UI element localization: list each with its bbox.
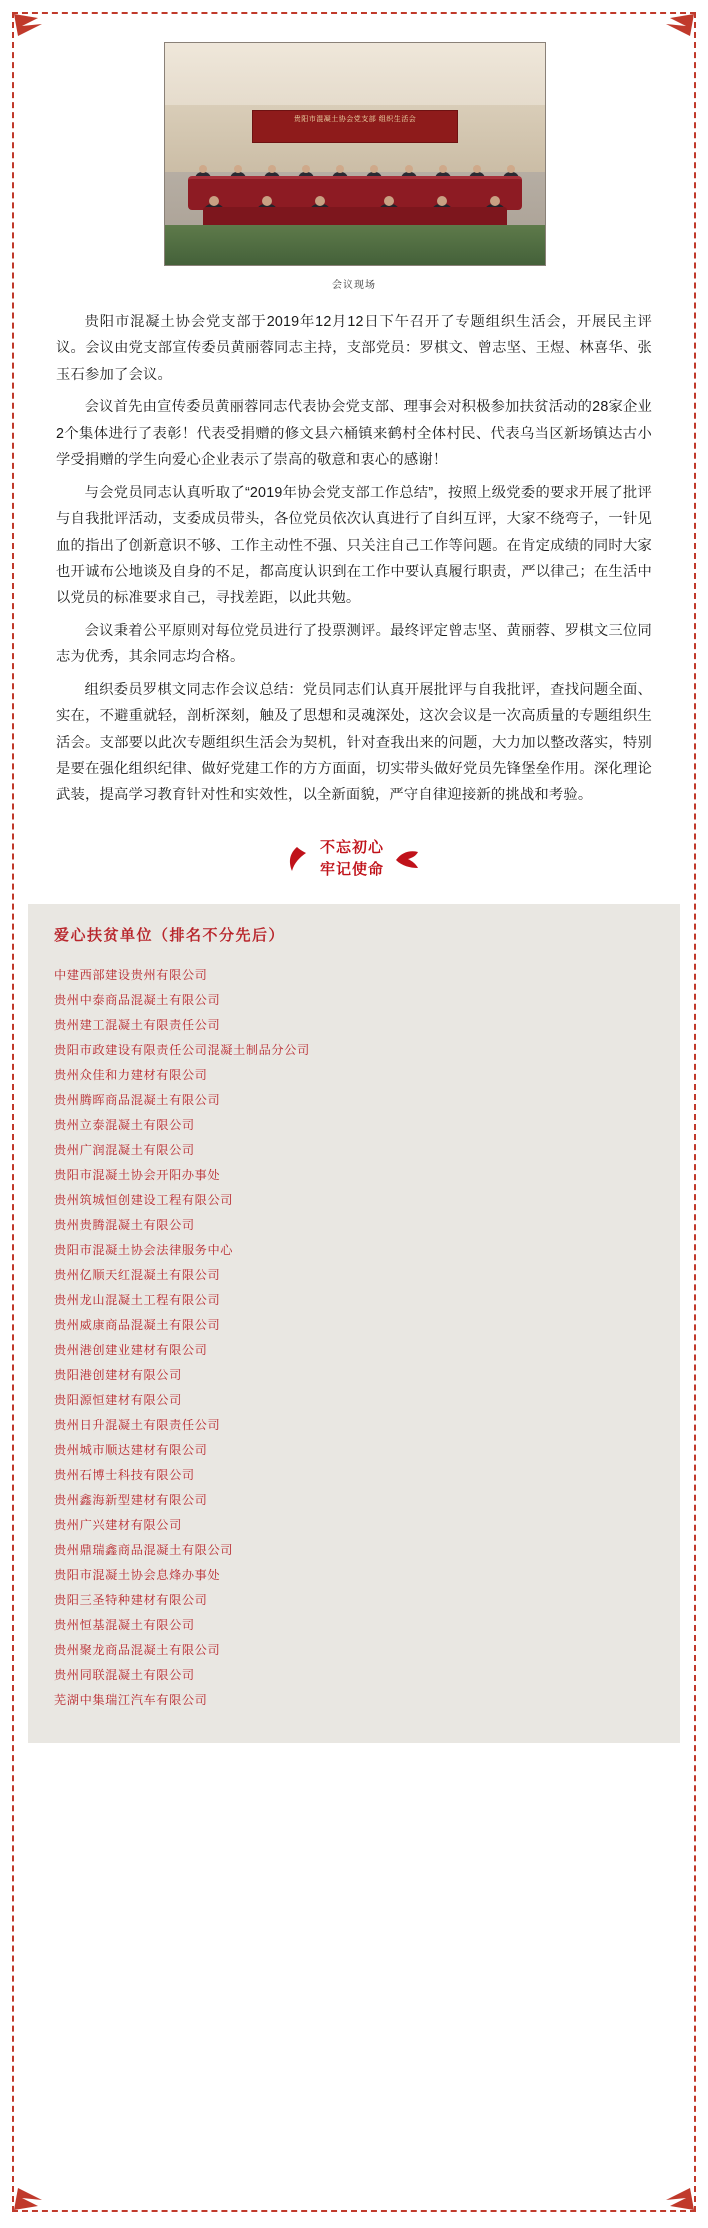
- sponsor-panel-title: 爱心扶贫单位（排名不分先后）: [54, 926, 286, 944]
- ribbon-icon: [284, 845, 310, 873]
- list-item: 贵阳市政建设有限责任公司混凝土制品分公司: [54, 1042, 310, 1057]
- corner-ribbon-icon: [12, 2178, 56, 2212]
- list-item: 贵阳源恒建材有限公司: [54, 1393, 182, 1408]
- slogan-line-1: 不忘初心: [319, 838, 384, 856]
- list-item: 芜湖中集瑞江汽车有限公司: [54, 1693, 208, 1708]
- photo-banner-text: 贵阳市混凝土协会党支部 组织生活会: [252, 110, 457, 143]
- article-paragraph: 会议秉着公平原则对每位党员进行了投票测评。最终评定曾志坚、黄丽蓉、罗棋文三位同志为优秀，其余同志均合格。: [56, 622, 652, 666]
- sponsor-list: [54, 963, 654, 1713]
- list-item: 贵州聚龙商品混凝土有限公司: [54, 1643, 221, 1658]
- list-item: 贵州立泰混凝土有限公司: [54, 1117, 195, 1132]
- list-item: 贵州日升混凝土有限责任公司: [54, 1418, 221, 1433]
- corner-ribbon-icon: [652, 2178, 696, 2212]
- article-paragraph: 与会党员同志认真听取了“2019年协会党支部工作总结”，按照上级党委的要求开展了批评与自我批评活动，支委成员带头，各位党员依次认真进行了自纠互评，大家不绕弯子，一针见血的指出了创新意识不够、工作主动性不强、只关注自己工作等问题。在肯定成绩的同时大家也开诚布公地谈及自身的不足，都高度认识到在工作中要认真履行职责，严以律己；在生活中以党员的标准要求自己，寻找差距，以此共勉。: [56, 484, 652, 607]
- list-item: 贵阳三圣特种建材有限公司: [54, 1593, 208, 1608]
- list-item: 贵州城市顺达建材有限公司: [54, 1443, 208, 1458]
- list-item: 贵州腾晖商品混凝土有限公司: [54, 1092, 221, 1107]
- list-item: 贵州同联混凝土有限公司: [54, 1668, 195, 1683]
- list-item: 贵州中泰商品混凝土有限公司: [54, 992, 221, 1007]
- list-item: 中建西部建设贵州有限公司: [54, 967, 208, 982]
- article-paragraph: 会议首先由宣传委员黄丽蓉同志代表协会党支部、理事会对积极参加扶贫活动的28家企业2个集体进行了表彰！代表受捐赠的修文县六桶镇来鹤村全体村民、代表乌当区新场镇达古小学受捐赠的学生向爱心企业表示了崇高的敬意和衷心的感谢！: [56, 399, 652, 469]
- list-item: 贵州众佳和力建材有限公司: [54, 1067, 208, 1082]
- corner-ribbon-icon: [652, 12, 696, 46]
- article-body: [56, 309, 652, 809]
- list-item: 贵阳市混凝土协会法律服务中心: [54, 1243, 234, 1258]
- photo-floor: [165, 225, 545, 265]
- list-item: 贵州威康商品混凝土有限公司: [54, 1318, 221, 1333]
- slogan-line-2: 牢记使命: [319, 861, 384, 879]
- list-item: 贵州港创建业建材有限公司: [54, 1343, 208, 1358]
- article-paragraph: 贵阳市混凝土协会党支部于2019年12月12日下午召开了专题组织生活会，开展民主评议。会议由党支部宣传委员黄丽蓉同志主持，支部党员：罗棋文、曾志坚、王煜、林喜华、张玉石参加了会议。: [56, 314, 652, 383]
- list-item: 贵州亿顺天红混凝土有限公司: [54, 1268, 221, 1283]
- list-item: 贵州贵腾混凝土有限公司: [54, 1218, 195, 1233]
- slogan-text: [320, 837, 384, 882]
- list-item: 贵州广润混凝土有限公司: [54, 1142, 195, 1157]
- dove-icon: [394, 846, 424, 872]
- slogan-block: [204, 837, 504, 882]
- list-item: 贵阳市混凝土协会开阳办事处: [54, 1168, 221, 1182]
- list-item: 贵阳市混凝土协会息烽办事处: [54, 1568, 221, 1583]
- list-item: 贵州筑城恒创建设工程有限公司: [54, 1193, 234, 1208]
- meeting-photo-block: [164, 42, 544, 291]
- list-item: 贵阳港创建材有限公司: [54, 1368, 182, 1383]
- list-item: 贵州广兴建材有限公司: [54, 1518, 182, 1533]
- meeting-photo: [164, 42, 546, 266]
- corner-ribbon-icon: [12, 12, 56, 46]
- list-item: 贵州鑫海新型建材有限公司: [54, 1493, 208, 1508]
- decorative-frame: [12, 12, 696, 2212]
- list-item: 贵州石博士科技有限公司: [54, 1468, 195, 1483]
- list-item: 贵州恒基混凝土有限公司: [54, 1618, 195, 1633]
- list-item: 贵州鼎瑞鑫商品混凝土有限公司: [54, 1543, 234, 1558]
- list-item: 贵州龙山混凝土工程有限公司: [54, 1293, 221, 1308]
- sponsor-panel: [28, 904, 680, 1743]
- photo-caption: 会议现场: [332, 280, 376, 291]
- article-paragraph: 组织委员罗棋文同志作会议总结：党员同志们认真开展批评与自我批评，查找问题全面、实在，不避重就轻，剖析深刻，触及了思想和灵魂深处，这次会议是一次高质量的专题组织生活会。支部要以此次专题组织生活会为契机，针对查我出来的问题，大力加以整改落实，特别是要在强化组织纪律、做好党建工作的方方面面，切实带头做好党员先锋堡垒作用。深化理论武装，提高学习教育针对性和实效性，以全新面貌，严守自律迎接新的挑战和考验。: [56, 681, 652, 804]
- list-item: 贵州建工混凝土有限责任公司: [54, 1017, 221, 1032]
